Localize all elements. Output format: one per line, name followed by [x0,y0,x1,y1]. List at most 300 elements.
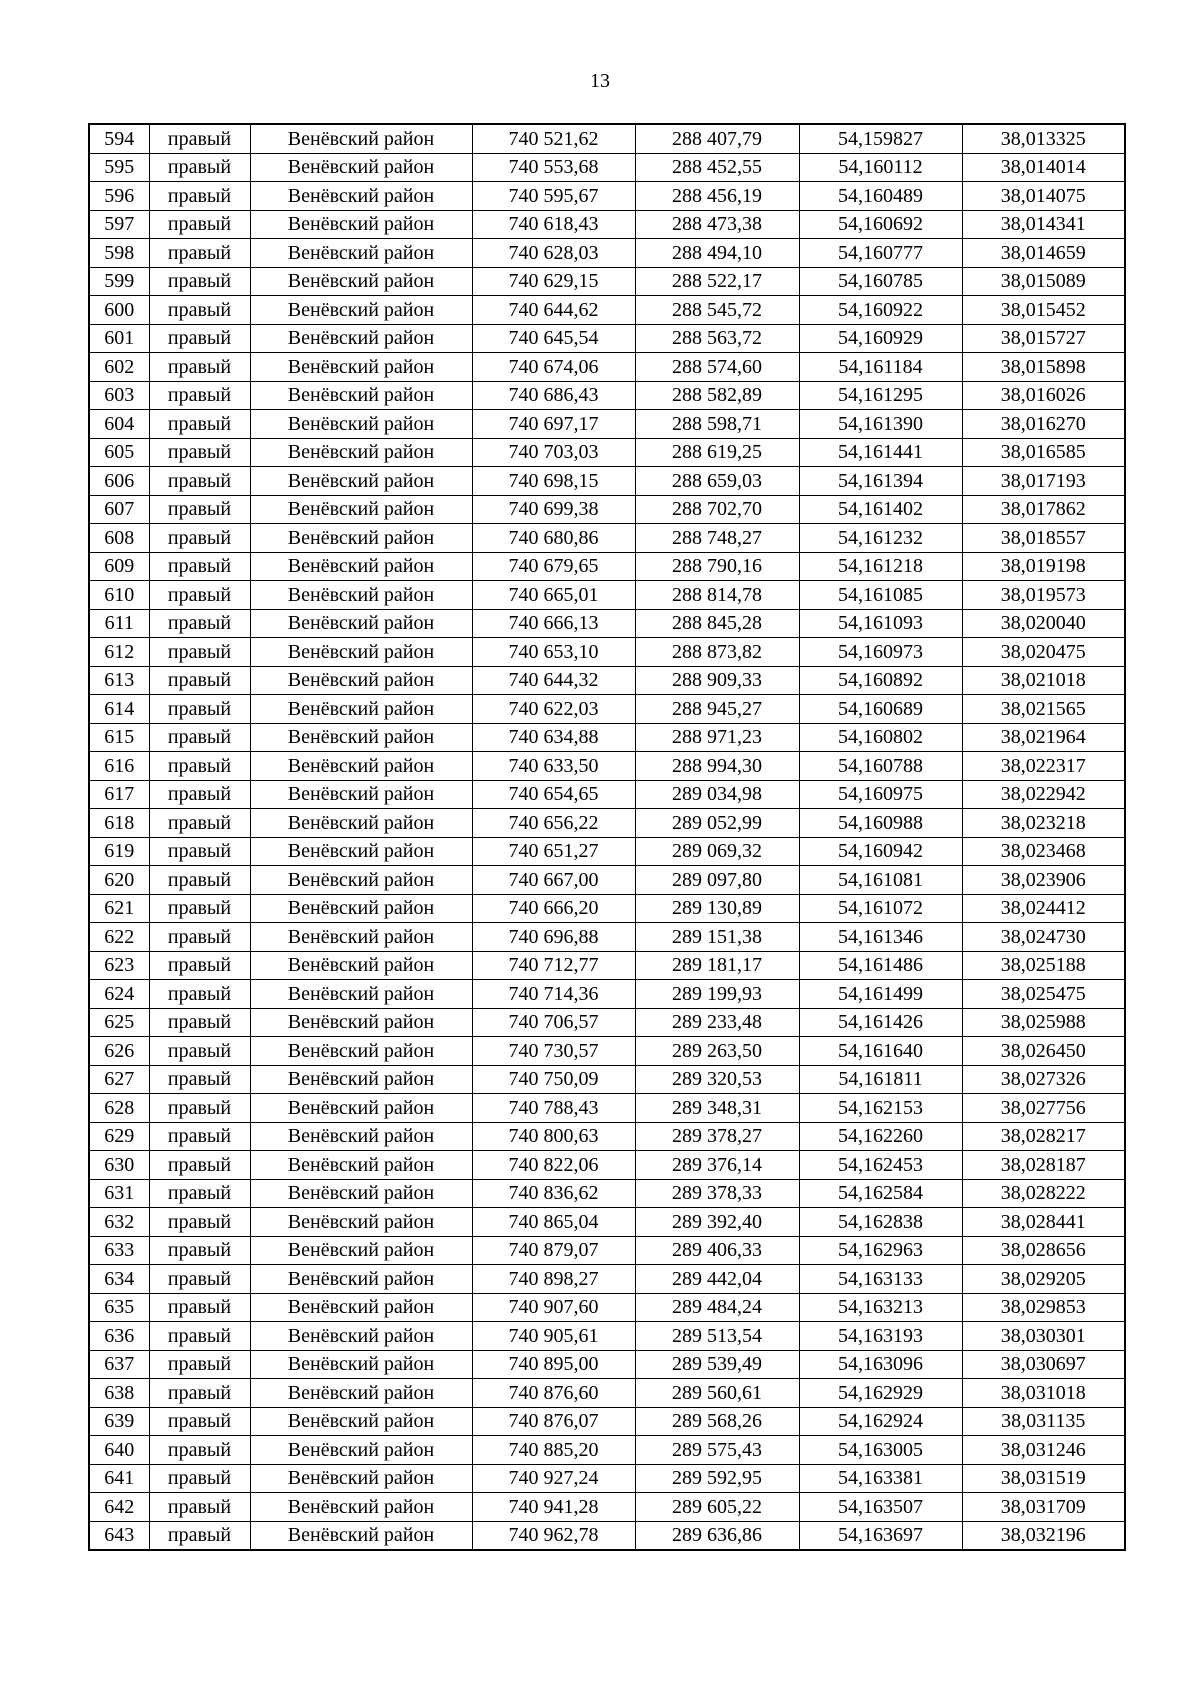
district-cell: Венёвский район [250,666,472,695]
x-coordinate-cell: 740 633,50 [472,752,635,781]
bank-side-cell: правый [149,951,250,980]
latitude-cell: 54,160785 [799,267,962,296]
latitude-cell: 54,160692 [799,210,962,239]
point-number-cell: 636 [89,1322,149,1351]
table-row [89,1493,1125,1522]
longitude-cell: 38,015089 [962,267,1125,296]
point-number-cell: 603 [89,381,149,410]
district-cell: Венёвский район [250,894,472,923]
district-cell: Венёвский район [250,324,472,353]
point-number-cell: 627 [89,1065,149,1094]
table-row [89,780,1125,809]
table-row [89,1379,1125,1408]
y-coordinate-cell: 288 407,79 [635,124,799,153]
table-row [89,809,1125,838]
y-coordinate-cell: 289 592,95 [635,1464,799,1493]
y-coordinate-cell: 289 263,50 [635,1037,799,1066]
x-coordinate-cell: 740 712,77 [472,951,635,980]
district-cell: Венёвский район [250,1208,472,1237]
longitude-cell: 38,031018 [962,1379,1125,1408]
x-coordinate-cell: 740 788,43 [472,1094,635,1123]
bank-side-cell: правый [149,1493,250,1522]
x-coordinate-cell: 740 666,20 [472,894,635,923]
longitude-cell: 38,022942 [962,780,1125,809]
y-coordinate-cell: 289 348,31 [635,1094,799,1123]
latitude-cell: 54,163096 [799,1350,962,1379]
y-coordinate-cell: 289 406,33 [635,1236,799,1265]
point-number-cell: 606 [89,467,149,496]
bank-side-cell: правый [149,1379,250,1408]
table-row [89,923,1125,952]
longitude-cell: 38,025188 [962,951,1125,980]
bank-side-cell: правый [149,467,250,496]
longitude-cell: 38,023906 [962,866,1125,895]
bank-side-cell: правый [149,1464,250,1493]
longitude-cell: 38,021565 [962,695,1125,724]
coordinates-table-body [89,124,1125,1550]
point-number-cell: 641 [89,1464,149,1493]
bank-side-cell: правый [149,1122,250,1151]
y-coordinate-cell: 289 052,99 [635,809,799,838]
table-row [89,324,1125,353]
point-number-cell: 622 [89,923,149,952]
y-coordinate-cell: 288 598,71 [635,410,799,439]
longitude-cell: 38,014341 [962,210,1125,239]
bank-side-cell: правый [149,695,250,724]
x-coordinate-cell: 740 865,04 [472,1208,635,1237]
bank-side-cell: правый [149,980,250,1009]
latitude-cell: 54,160942 [799,837,962,866]
district-cell: Венёвский район [250,239,472,268]
district-cell: Венёвский район [250,182,472,211]
longitude-cell: 38,017193 [962,467,1125,496]
y-coordinate-cell: 288 545,72 [635,296,799,325]
x-coordinate-cell: 740 629,15 [472,267,635,296]
latitude-cell: 54,161346 [799,923,962,952]
district-cell: Венёвский район [250,1436,472,1465]
point-number-cell: 616 [89,752,149,781]
x-coordinate-cell: 740 698,15 [472,467,635,496]
y-coordinate-cell: 289 097,80 [635,866,799,895]
district-cell: Венёвский район [250,752,472,781]
x-coordinate-cell: 740 680,86 [472,524,635,553]
district-cell: Венёвский район [250,866,472,895]
latitude-cell: 54,163005 [799,1436,962,1465]
x-coordinate-cell: 740 656,22 [472,809,635,838]
point-number-cell: 630 [89,1151,149,1180]
y-coordinate-cell: 289 392,40 [635,1208,799,1237]
longitude-cell: 38,029853 [962,1293,1125,1322]
y-coordinate-cell: 289 151,38 [635,923,799,952]
longitude-cell: 38,023468 [962,837,1125,866]
y-coordinate-cell: 289 130,89 [635,894,799,923]
x-coordinate-cell: 740 622,03 [472,695,635,724]
latitude-cell: 54,162453 [799,1151,962,1180]
bank-side-cell: правый [149,381,250,410]
x-coordinate-cell: 740 644,32 [472,666,635,695]
latitude-cell: 54,160922 [799,296,962,325]
point-number-cell: 594 [89,124,149,153]
table-row [89,1151,1125,1180]
x-coordinate-cell: 740 876,60 [472,1379,635,1408]
point-number-cell: 599 [89,267,149,296]
table-row [89,951,1125,980]
district-cell: Венёвский район [250,524,472,553]
point-number-cell: 643 [89,1521,149,1550]
bank-side-cell: правый [149,581,250,610]
bank-side-cell: правый [149,923,250,952]
longitude-cell: 38,020040 [962,609,1125,638]
bank-side-cell: правый [149,153,250,182]
x-coordinate-cell: 740 686,43 [472,381,635,410]
y-coordinate-cell: 288 659,03 [635,467,799,496]
bank-side-cell: правый [149,1065,250,1094]
district-cell: Венёвский район [250,695,472,724]
table-row [89,1293,1125,1322]
latitude-cell: 54,161402 [799,495,962,524]
table-row [89,1265,1125,1294]
bank-side-cell: правый [149,495,250,524]
longitude-cell: 38,019198 [962,552,1125,581]
point-number-cell: 621 [89,894,149,923]
table-row [89,239,1125,268]
bank-side-cell: правый [149,1236,250,1265]
y-coordinate-cell: 289 378,33 [635,1179,799,1208]
bank-side-cell: правый [149,1094,250,1123]
latitude-cell: 54,161640 [799,1037,962,1066]
longitude-cell: 38,020475 [962,638,1125,667]
district-cell: Венёвский район [250,1464,472,1493]
latitude-cell: 54,161072 [799,894,962,923]
point-number-cell: 637 [89,1350,149,1379]
table-row [89,267,1125,296]
point-number-cell: 604 [89,410,149,439]
longitude-cell: 38,014014 [962,153,1125,182]
y-coordinate-cell: 288 522,17 [635,267,799,296]
x-coordinate-cell: 740 521,62 [472,124,635,153]
longitude-cell: 38,028217 [962,1122,1125,1151]
district-cell: Венёвский район [250,809,472,838]
bank-side-cell: правый [149,296,250,325]
point-number-cell: 600 [89,296,149,325]
point-number-cell: 602 [89,353,149,382]
x-coordinate-cell: 740 653,10 [472,638,635,667]
bank-side-cell: правый [149,1208,250,1237]
latitude-cell: 54,161390 [799,410,962,439]
point-number-cell: 595 [89,153,149,182]
bank-side-cell: правый [149,210,250,239]
bank-side-cell: правый [149,1037,250,1066]
longitude-cell: 38,016270 [962,410,1125,439]
longitude-cell: 38,013325 [962,124,1125,153]
longitude-cell: 38,031709 [962,1493,1125,1522]
latitude-cell: 54,161486 [799,951,962,980]
latitude-cell: 54,160973 [799,638,962,667]
y-coordinate-cell: 288 574,60 [635,353,799,382]
latitude-cell: 54,161085 [799,581,962,610]
table-row [89,1094,1125,1123]
district-cell: Венёвский район [250,980,472,1009]
x-coordinate-cell: 740 665,01 [472,581,635,610]
latitude-cell: 54,160689 [799,695,962,724]
y-coordinate-cell: 289 484,24 [635,1293,799,1322]
x-coordinate-cell: 740 634,88 [472,723,635,752]
district-cell: Венёвский район [250,1407,472,1436]
district-cell: Венёвский район [250,381,472,410]
y-coordinate-cell: 289 376,14 [635,1151,799,1180]
y-coordinate-cell: 288 945,27 [635,695,799,724]
y-coordinate-cell: 289 069,32 [635,837,799,866]
point-number-cell: 639 [89,1407,149,1436]
latitude-cell: 54,161441 [799,438,962,467]
point-number-cell: 607 [89,495,149,524]
longitude-cell: 38,022317 [962,752,1125,781]
longitude-cell: 38,016585 [962,438,1125,467]
y-coordinate-cell: 288 748,27 [635,524,799,553]
district-cell: Венёвский район [250,1493,472,1522]
y-coordinate-cell: 288 814,78 [635,581,799,610]
bank-side-cell: правый [149,752,250,781]
x-coordinate-cell: 740 618,43 [472,210,635,239]
longitude-cell: 38,032196 [962,1521,1125,1550]
y-coordinate-cell: 288 845,28 [635,609,799,638]
district-cell: Венёвский район [250,1236,472,1265]
point-number-cell: 614 [89,695,149,724]
point-number-cell: 625 [89,1008,149,1037]
x-coordinate-cell: 740 885,20 [472,1436,635,1465]
table-row [89,182,1125,211]
table-row [89,609,1125,638]
x-coordinate-cell: 740 750,09 [472,1065,635,1094]
point-number-cell: 601 [89,324,149,353]
district-cell: Венёвский район [250,581,472,610]
table-row [89,124,1125,153]
longitude-cell: 38,019573 [962,581,1125,610]
x-coordinate-cell: 740 905,61 [472,1322,635,1351]
district-cell: Венёвский район [250,1151,472,1180]
y-coordinate-cell: 288 494,10 [635,239,799,268]
table-row [89,866,1125,895]
bank-side-cell: правый [149,438,250,467]
table-row [89,723,1125,752]
table-row [89,752,1125,781]
bank-side-cell: правый [149,1293,250,1322]
x-coordinate-cell: 740 941,28 [472,1493,635,1522]
district-cell: Венёвский район [250,1293,472,1322]
longitude-cell: 38,014075 [962,182,1125,211]
district-cell: Венёвский район [250,780,472,809]
x-coordinate-cell: 740 703,03 [472,438,635,467]
bank-side-cell: правый [149,1436,250,1465]
latitude-cell: 54,161295 [799,381,962,410]
latitude-cell: 54,160112 [799,153,962,182]
bank-side-cell: правый [149,324,250,353]
y-coordinate-cell: 289 199,93 [635,980,799,1009]
district-cell: Венёвский район [250,1350,472,1379]
y-coordinate-cell: 288 971,23 [635,723,799,752]
district-cell: Венёвский район [250,1008,472,1037]
latitude-cell: 54,161232 [799,524,962,553]
x-coordinate-cell: 740 822,06 [472,1151,635,1180]
latitude-cell: 54,162153 [799,1094,962,1123]
x-coordinate-cell: 740 907,60 [472,1293,635,1322]
y-coordinate-cell: 289 568,26 [635,1407,799,1436]
bank-side-cell: правый [149,552,250,581]
bank-side-cell: правый [149,1265,250,1294]
point-number-cell: 633 [89,1236,149,1265]
y-coordinate-cell: 289 378,27 [635,1122,799,1151]
x-coordinate-cell: 740 628,03 [472,239,635,268]
bank-side-cell: правый [149,809,250,838]
latitude-cell: 54,163507 [799,1493,962,1522]
x-coordinate-cell: 740 679,65 [472,552,635,581]
latitude-cell: 54,163213 [799,1293,962,1322]
point-number-cell: 610 [89,581,149,610]
point-number-cell: 613 [89,666,149,695]
y-coordinate-cell: 288 873,82 [635,638,799,667]
bank-side-cell: правый [149,410,250,439]
latitude-cell: 54,161394 [799,467,962,496]
x-coordinate-cell: 740 645,54 [472,324,635,353]
table-row [89,1236,1125,1265]
bank-side-cell: правый [149,1521,250,1550]
district-cell: Венёвский район [250,124,472,153]
y-coordinate-cell: 289 605,22 [635,1493,799,1522]
point-number-cell: 605 [89,438,149,467]
x-coordinate-cell: 740 730,57 [472,1037,635,1066]
bank-side-cell: правый [149,638,250,667]
x-coordinate-cell: 740 876,07 [472,1407,635,1436]
point-number-cell: 620 [89,866,149,895]
district-cell: Венёвский район [250,1322,472,1351]
district-cell: Венёвский район [250,467,472,496]
latitude-cell: 54,160929 [799,324,962,353]
district-cell: Венёвский район [250,410,472,439]
longitude-cell: 38,024730 [962,923,1125,952]
table-row [89,1322,1125,1351]
longitude-cell: 38,031519 [962,1464,1125,1493]
latitude-cell: 54,161093 [799,609,962,638]
district-cell: Венёвский район [250,1521,472,1550]
longitude-cell: 38,021964 [962,723,1125,752]
x-coordinate-cell: 740 895,00 [472,1350,635,1379]
bank-side-cell: правый [149,1407,250,1436]
longitude-cell: 38,023218 [962,809,1125,838]
latitude-cell: 54,161218 [799,552,962,581]
district-cell: Венёвский район [250,1065,472,1094]
point-number-cell: 617 [89,780,149,809]
table-row [89,296,1125,325]
bank-side-cell: правый [149,723,250,752]
latitude-cell: 54,160489 [799,182,962,211]
latitude-cell: 54,163133 [799,1265,962,1294]
longitude-cell: 38,025475 [962,980,1125,1009]
district-cell: Венёвский район [250,552,472,581]
latitude-cell: 54,163697 [799,1521,962,1550]
latitude-cell: 54,161426 [799,1008,962,1037]
table-row [89,695,1125,724]
table-row [89,980,1125,1009]
district-cell: Венёвский район [250,267,472,296]
table-row [89,1436,1125,1465]
longitude-cell: 38,021018 [962,666,1125,695]
y-coordinate-cell: 288 563,72 [635,324,799,353]
bank-side-cell: правый [149,666,250,695]
point-number-cell: 598 [89,239,149,268]
bank-side-cell: правый [149,239,250,268]
table-row [89,153,1125,182]
longitude-cell: 38,017862 [962,495,1125,524]
longitude-cell: 38,028222 [962,1179,1125,1208]
point-number-cell: 624 [89,980,149,1009]
x-coordinate-cell: 740 800,63 [472,1122,635,1151]
table-row [89,638,1125,667]
table-row [89,381,1125,410]
latitude-cell: 54,162924 [799,1407,962,1436]
bank-side-cell: правый [149,894,250,923]
table-row [89,438,1125,467]
point-number-cell: 618 [89,809,149,838]
x-coordinate-cell: 740 595,67 [472,182,635,211]
district-cell: Венёвский район [250,210,472,239]
latitude-cell: 54,160788 [799,752,962,781]
x-coordinate-cell: 740 706,57 [472,1008,635,1037]
longitude-cell: 38,028656 [962,1236,1125,1265]
table-row [89,1008,1125,1037]
latitude-cell: 54,161811 [799,1065,962,1094]
y-coordinate-cell: 289 320,53 [635,1065,799,1094]
table-row [89,1065,1125,1094]
bank-side-cell: правый [149,1151,250,1180]
coordinates-table [88,123,1126,1551]
table-row [89,495,1125,524]
table-row [89,210,1125,239]
point-number-cell: 597 [89,210,149,239]
district-cell: Венёвский район [250,296,472,325]
point-number-cell: 611 [89,609,149,638]
x-coordinate-cell: 740 879,07 [472,1236,635,1265]
district-cell: Венёвский район [250,1379,472,1408]
longitude-cell: 38,027756 [962,1094,1125,1123]
point-number-cell: 635 [89,1293,149,1322]
y-coordinate-cell: 288 790,16 [635,552,799,581]
bank-side-cell: правый [149,609,250,638]
table-row [89,353,1125,382]
bank-side-cell: правый [149,780,250,809]
y-coordinate-cell: 288 452,55 [635,153,799,182]
latitude-cell: 54,160892 [799,666,962,695]
y-coordinate-cell: 289 181,17 [635,951,799,980]
bank-side-cell: правый [149,267,250,296]
y-coordinate-cell: 288 909,33 [635,666,799,695]
table-row [89,1179,1125,1208]
point-number-cell: 628 [89,1094,149,1123]
longitude-cell: 38,018557 [962,524,1125,553]
bank-side-cell: правый [149,524,250,553]
longitude-cell: 38,015727 [962,324,1125,353]
x-coordinate-cell: 740 553,68 [472,153,635,182]
latitude-cell: 54,162838 [799,1208,962,1237]
bank-side-cell: правый [149,1322,250,1351]
x-coordinate-cell: 740 962,78 [472,1521,635,1550]
point-number-cell: 623 [89,951,149,980]
y-coordinate-cell: 288 702,70 [635,495,799,524]
district-cell: Венёвский район [250,609,472,638]
longitude-cell: 38,014659 [962,239,1125,268]
x-coordinate-cell: 740 674,06 [472,353,635,382]
x-coordinate-cell: 740 836,62 [472,1179,635,1208]
y-coordinate-cell: 288 473,38 [635,210,799,239]
